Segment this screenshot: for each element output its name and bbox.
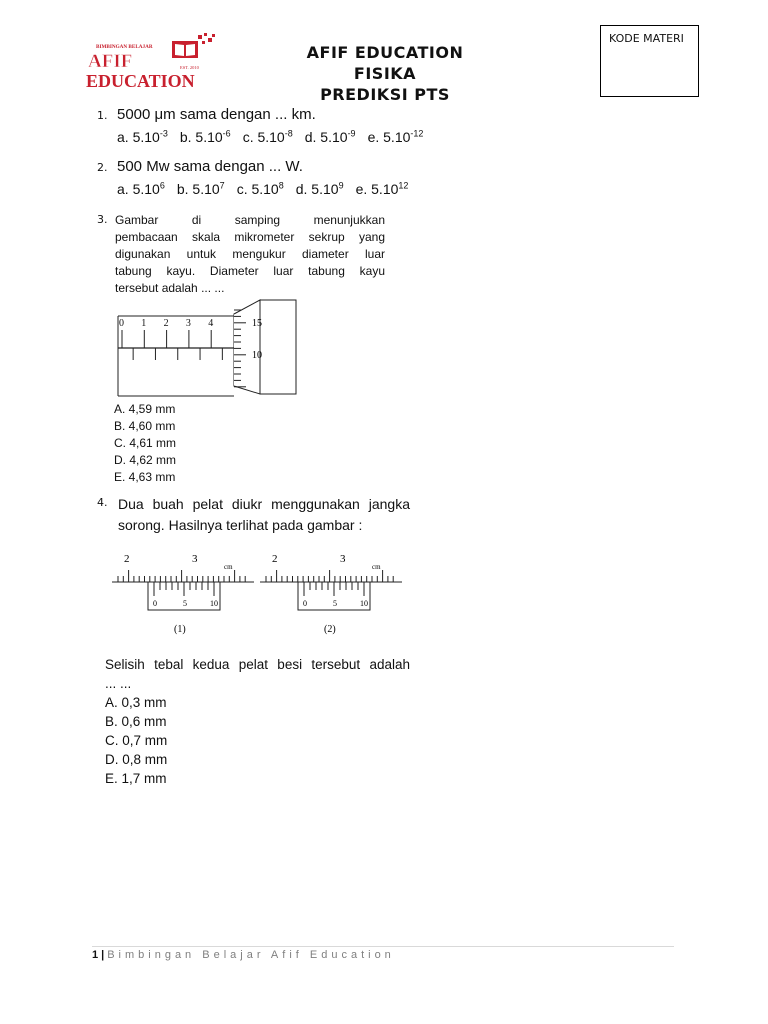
main-scale-label: 3 <box>192 553 198 565</box>
q2-option-exponent: 7 <box>219 180 225 190</box>
q1-text: 5000 μm sama dengan ... km. <box>117 106 316 123</box>
q3-text <box>115 212 385 297</box>
q3-option: C. 4,61 mm <box>114 436 177 450</box>
micrometer-figure <box>110 296 300 400</box>
q2-number: 2. <box>97 161 108 174</box>
q2-option: b. 5.10$^7$ <box>176 180 225 197</box>
q3-line: digunakan untuk mengukur diameter luar <box>115 247 385 261</box>
q1-option: b. $5.10^{-6}$ <box>179 128 231 145</box>
q1-options <box>117 128 435 145</box>
vernier-caliper-figure <box>104 548 414 640</box>
q1-option-exponent: -8 <box>284 128 293 138</box>
vernier-caliper-1 <box>112 553 254 610</box>
logo-est: EST. 2010 <box>180 65 199 70</box>
thimble-label-15: 15 <box>252 318 262 329</box>
sleeve-label: 4 <box>208 318 214 329</box>
logo-line2: EDUCATION <box>86 71 195 91</box>
q3-line: pembacaan skala mikrometer sekrup yang <box>115 230 385 244</box>
sleeve-label: 3 <box>185 318 191 329</box>
page-number: 1 <box>92 949 99 961</box>
q3-number: 3. <box>97 213 108 226</box>
caption-1: (1) <box>174 624 186 635</box>
q2-option: d. 5.10$^9$ <box>295 180 344 197</box>
q4-text <box>118 494 410 536</box>
q2-option-exponent: 12 <box>398 180 409 190</box>
unit-label: cm <box>224 563 233 571</box>
header-subtitle: PREDIKSI PTS <box>320 85 450 104</box>
q1-option: e. $5.10^{-12}$ <box>367 128 424 145</box>
vernier-caliper-2 <box>260 553 402 610</box>
q1-option: c. $5.10^{-8}$ <box>242 128 293 145</box>
q3-option: A. 4,59 mm <box>114 402 176 416</box>
q1-number: 1. <box>97 109 108 122</box>
logo-top-text: BIMBINGAN BELAJAR <box>96 44 153 50</box>
q4-follow-line: ... ... <box>105 676 132 691</box>
afif-education-logo <box>84 33 229 91</box>
footer-divider <box>92 946 674 947</box>
q1-option-exponent: -6 <box>222 128 231 138</box>
q1-option-exponent: -9 <box>347 128 356 138</box>
q2-option-exponent: 8 <box>278 180 284 190</box>
vernier-label: 10 <box>360 599 368 608</box>
q4-line: Dua buah pelat diukr menggunakan jangka <box>118 496 410 512</box>
main-scale-label: 2 <box>272 553 278 565</box>
q3-line: tabung kayu. Diameter luar tabung kayu <box>115 264 385 278</box>
header-title: AFIF EDUCATION <box>306 43 464 62</box>
q4-option: A. 0,3 mm <box>105 695 167 710</box>
q4-number: 4. <box>97 496 108 509</box>
thimble-label-10: 10 <box>252 350 262 361</box>
unit-label: cm <box>372 563 381 571</box>
sleeve-label: 2 <box>163 318 169 329</box>
caption-2: (2) <box>324 624 336 635</box>
q3-line: Gambar di samping menunjukkan <box>115 213 385 227</box>
main-scale-label: 3 <box>340 553 346 565</box>
q1-option-exponent: -12 <box>410 128 424 138</box>
vernier-label: 0 <box>153 599 157 608</box>
page-footer <box>92 949 395 961</box>
document-header <box>270 42 500 105</box>
q1-option: a. $5.10^{-3}$ <box>117 128 168 145</box>
q4-line: sorong. Hasilnya terlihat pada gambar : <box>118 517 363 533</box>
vernier-label: 5 <box>183 599 187 608</box>
q3-options <box>114 401 176 486</box>
q4-option: C. 0,7 mm <box>105 733 168 748</box>
q2-option: a. 5.10$^6$ <box>117 180 165 197</box>
q1-option: d. $5.10^{-9}$ <box>304 128 356 145</box>
q2-option-exponent: 6 <box>159 180 165 190</box>
q2-option-exponent: 9 <box>338 180 344 190</box>
q2-options <box>117 180 420 197</box>
q3-option: E. 4,63 mm <box>114 470 176 484</box>
kode-materi-label: KODE MATERI <box>609 32 684 45</box>
q3-option: B. 4,60 mm <box>114 419 176 433</box>
vernier-label: 10 <box>210 599 218 608</box>
q2-text: 500 Mw sama dengan ... W. <box>117 158 303 175</box>
vernier-label: 5 <box>333 599 337 608</box>
kode-materi-box <box>600 25 699 97</box>
q4-options <box>105 693 167 788</box>
q1-option-exponent: -3 <box>159 128 168 138</box>
sleeve-label: 1 <box>141 318 147 329</box>
q4-follow-text <box>105 655 410 693</box>
main-scale-label: 2 <box>124 553 130 565</box>
q4-option: D. 0,8 mm <box>105 752 168 767</box>
header-subject: FISIKA <box>353 64 417 83</box>
q3-line: tersebut adalah ... ... <box>115 281 225 295</box>
sleeve-label: 0 <box>119 318 124 329</box>
footer-separator: | <box>101 949 105 961</box>
q2-option: c. 5.10$^8$ <box>236 180 284 197</box>
q2-option: e. 5.10$^{12}$ <box>355 180 409 197</box>
logo-line1: AFIF <box>88 51 133 72</box>
q4-follow-line: Selisih tebal kedua pelat besi tersebut adalah <box>105 657 410 672</box>
q4-option: E. 1,7 mm <box>105 771 167 786</box>
footer-text: Bimbingan Belajar Afif Education <box>107 949 395 961</box>
vernier-label: 0 <box>303 599 307 608</box>
q3-option: D. 4,62 mm <box>114 453 177 467</box>
q4-option: B. 0,6 mm <box>105 714 167 729</box>
